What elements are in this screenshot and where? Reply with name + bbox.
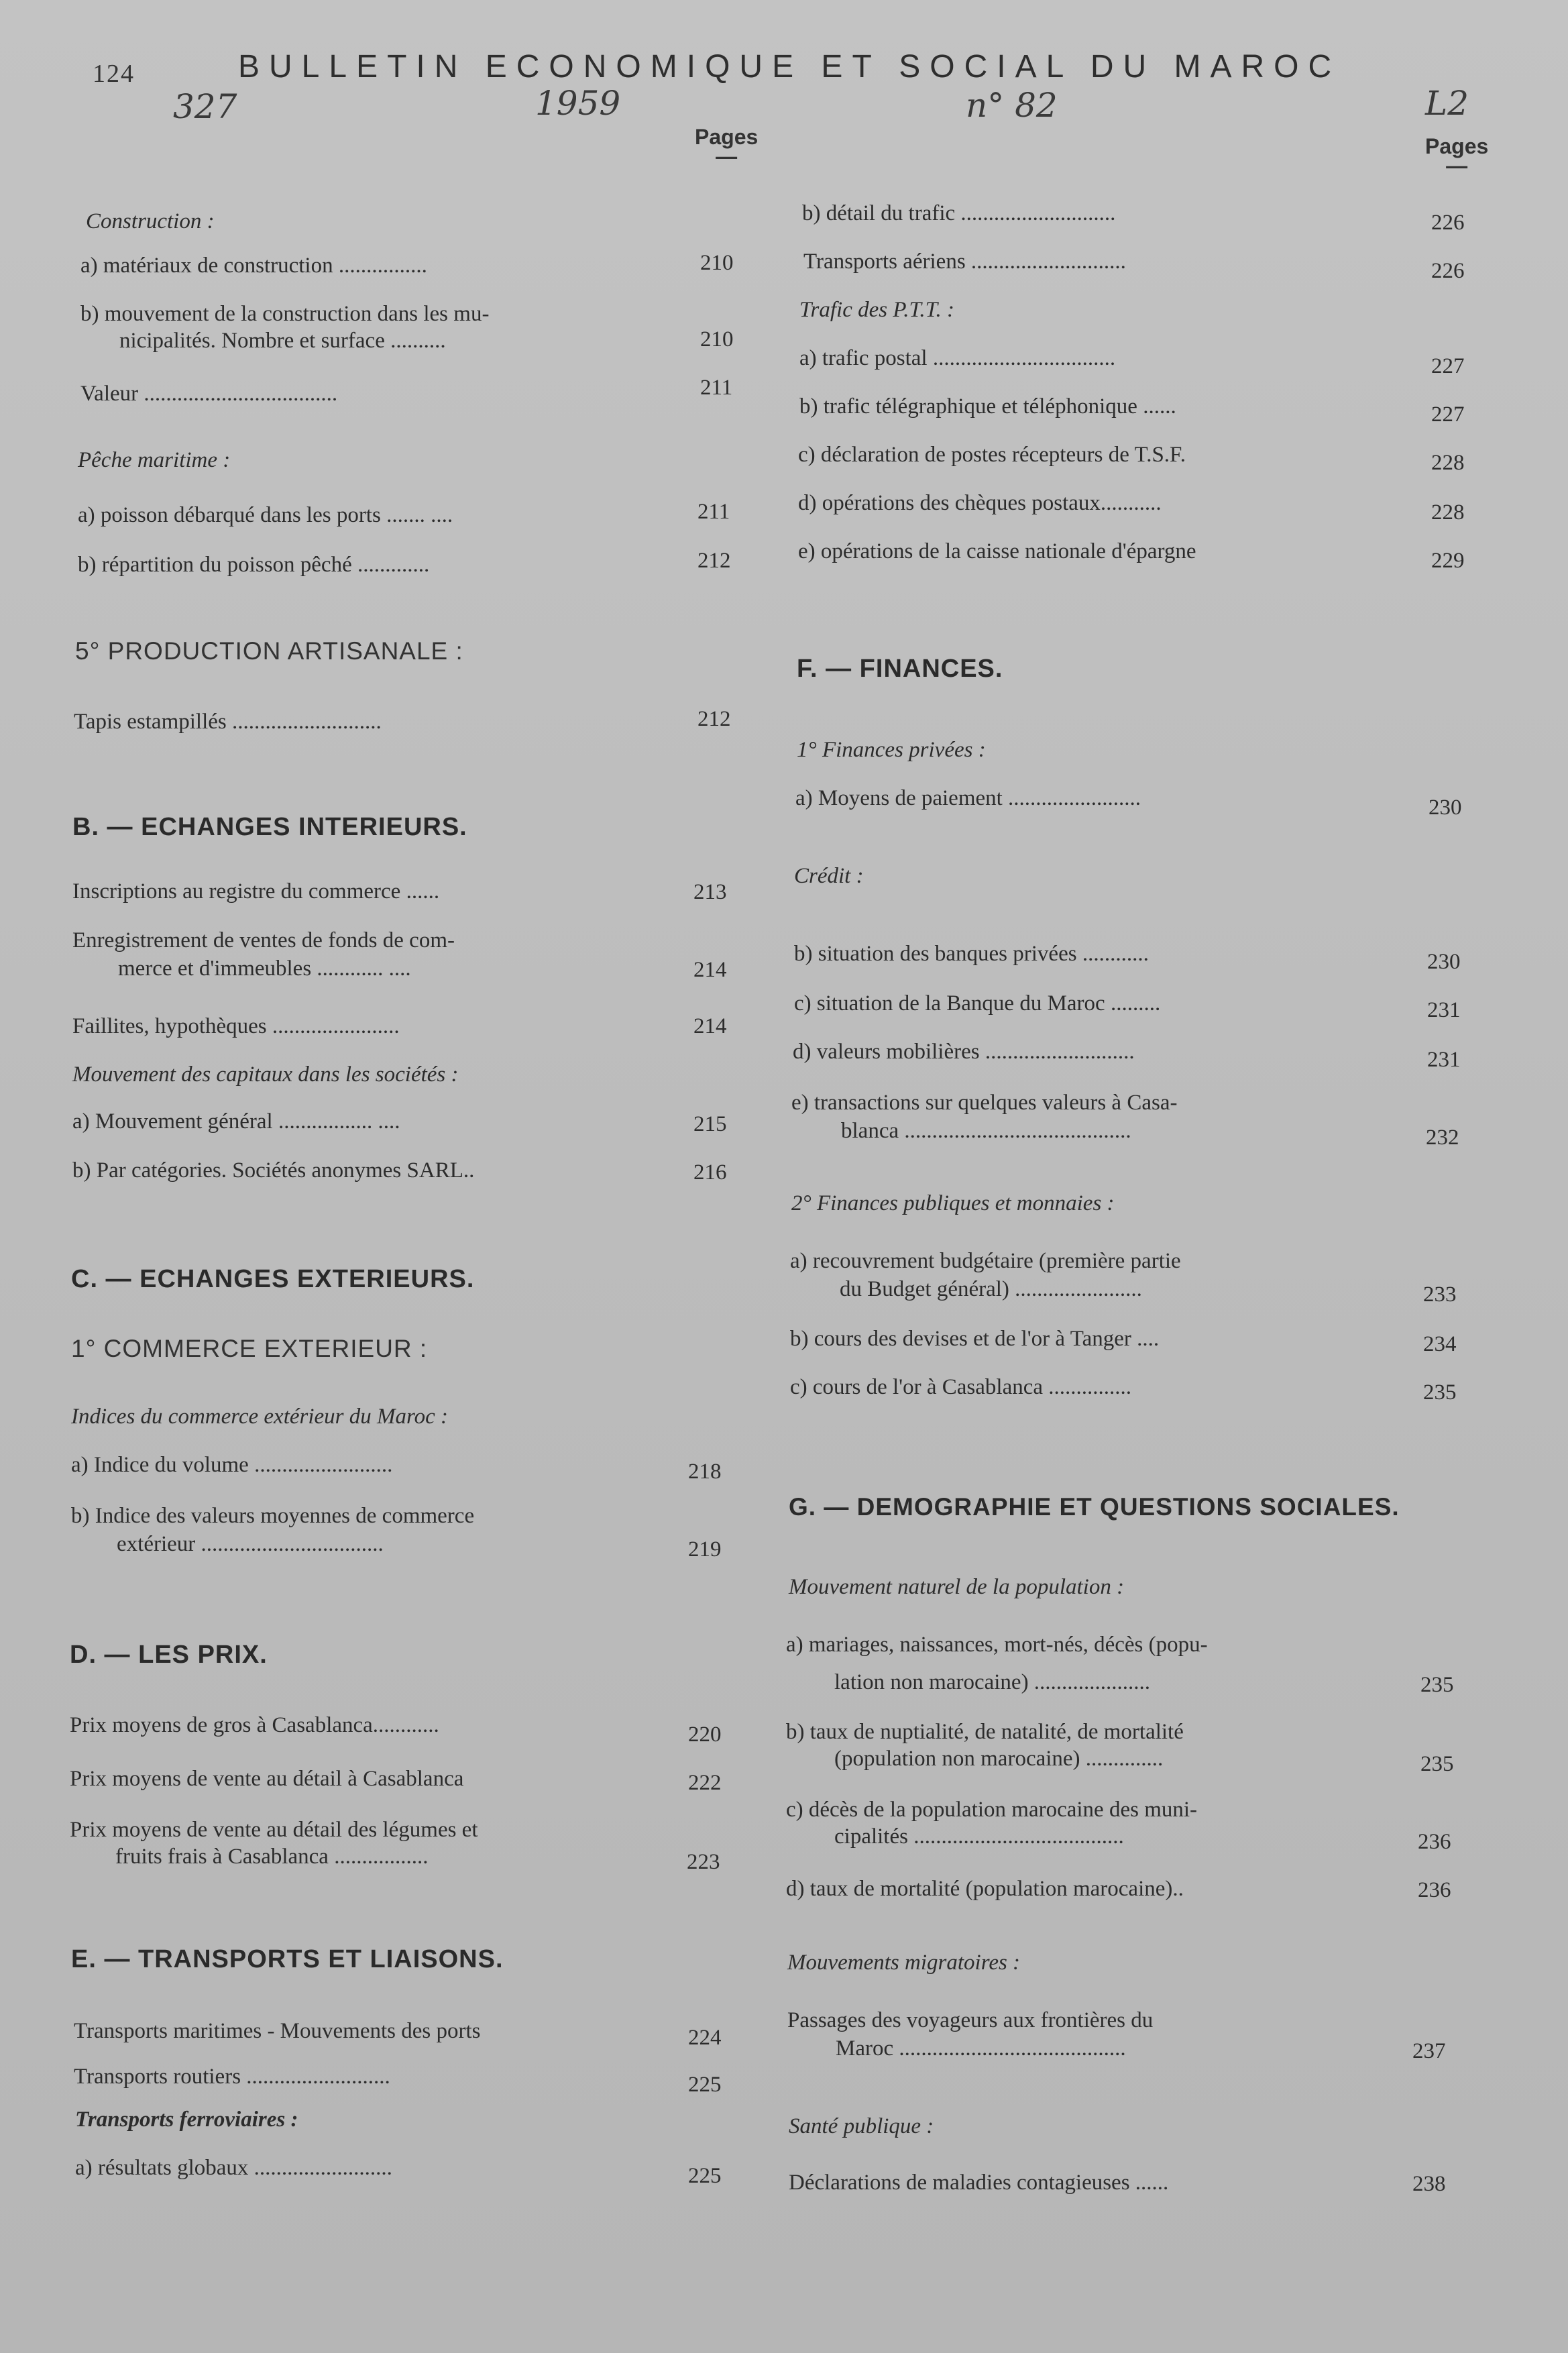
handwritten-note-3: n° 82 bbox=[966, 86, 1058, 125]
entry-text: b) cours des devises et de l'or à Tanger .... bbox=[790, 1327, 1160, 1351]
page-ref: 215 bbox=[693, 1112, 727, 1136]
entry-text: Prix moyens de vente au détail à Casablanca bbox=[70, 1767, 464, 1791]
section-d: D. — LES PRIX. bbox=[70, 1641, 268, 1669]
page-ref: 236 bbox=[1418, 1878, 1451, 1902]
page-ref: 225 bbox=[688, 2164, 722, 2188]
toc-entry bbox=[74, 707, 382, 736]
heading-ferroviaires: Transports ferroviaires : bbox=[75, 2108, 298, 2132]
heading-finances-privees: 1° Finances privées : bbox=[797, 738, 986, 762]
entry-text: Passages des voyageurs aux frontières du bbox=[787, 2008, 1154, 2032]
page-ref: 233 bbox=[1423, 1282, 1457, 1307]
handwritten-note-1: 327 bbox=[173, 87, 237, 126]
toc-entry bbox=[790, 1324, 1159, 1354]
page-ref: 219 bbox=[688, 1537, 722, 1562]
running-title: BULLETIN ECONOMIQUE ET SOCIAL DU MAROC bbox=[238, 49, 1341, 85]
toc-entry bbox=[789, 2168, 1168, 2197]
entry-text: nicipalités. Nombre et surface .......... bbox=[119, 329, 446, 353]
entry-text: blanca ......................................... bbox=[841, 1119, 1131, 1143]
toc-entry bbox=[72, 926, 455, 955]
entry-text: Transports routiers .......................... bbox=[74, 2065, 390, 2089]
toc-entry bbox=[787, 2006, 1153, 2035]
handwritten-note-2: 1959 bbox=[535, 84, 621, 123]
toc-entry bbox=[78, 550, 429, 580]
entry-text: Valeur ................................... bbox=[80, 382, 338, 406]
toc-entry bbox=[78, 500, 453, 530]
entry-text: a) matériaux de construction ................ bbox=[80, 254, 427, 278]
page-ref: 218 bbox=[688, 1460, 722, 1484]
toc-entry bbox=[790, 1246, 1181, 1276]
toc-entry bbox=[798, 440, 1186, 470]
toc-entry bbox=[786, 1795, 1197, 1824]
entry-text: lation non marocaine) ..................... bbox=[834, 1670, 1151, 1694]
pages-dash: — bbox=[716, 144, 738, 168]
toc-entry bbox=[80, 251, 427, 280]
heading-migratoires: Mouvements migratoires : bbox=[787, 1951, 1021, 1975]
toc-entry bbox=[72, 877, 439, 906]
entry-text: a) recouvrement budgétaire (première partie bbox=[790, 1249, 1181, 1273]
toc-entry bbox=[791, 1088, 1177, 1117]
entry-text: e) transactions sur quelques valeurs à Casa- bbox=[791, 1091, 1178, 1115]
page-ref: 230 bbox=[1429, 796, 1462, 820]
entry-text: Inscriptions au registre du commerce ...... bbox=[72, 879, 440, 904]
entry-text: fruits frais à Casablanca ................. bbox=[115, 1845, 429, 1869]
page-ref: 227 bbox=[1431, 354, 1465, 378]
entry-text: a) Mouvement général ................. .... bbox=[72, 1109, 400, 1134]
page-ref: 235 bbox=[1420, 1752, 1454, 1776]
heading-peche: Pêche maritime : bbox=[78, 448, 231, 472]
toc-entry-cont bbox=[119, 326, 446, 355]
entry-text: e) opérations de la caisse nationale d'épargne bbox=[798, 539, 1196, 563]
toc-entry-cont bbox=[834, 1667, 1150, 1697]
page-ref: 237 bbox=[1412, 2039, 1446, 2063]
heading-construction: Construction : bbox=[86, 209, 215, 233]
entry-text: c) cours de l'or à Casablanca ............... bbox=[790, 1375, 1132, 1399]
entry-text: du Budget général) ....................... bbox=[840, 1277, 1142, 1301]
page-ref: 231 bbox=[1427, 998, 1461, 1022]
heading-capitaux: Mouvement des capitaux dans les sociétés : bbox=[72, 1062, 459, 1087]
toc-entry bbox=[80, 379, 337, 408]
page-ref: 226 bbox=[1431, 211, 1465, 235]
section-f: F. — FINANCES. bbox=[797, 655, 1003, 683]
pages-dash: — bbox=[1446, 154, 1468, 178]
entry-text: b) détail du trafic ............................ bbox=[802, 201, 1116, 225]
page-ref: 227 bbox=[1431, 402, 1465, 427]
entry-text: c) décès de la population marocaine des muni- bbox=[786, 1798, 1198, 1822]
toc-entry bbox=[794, 939, 1149, 969]
entry-text: Faillites, hypothèques ....................... bbox=[72, 1014, 400, 1038]
toc-entry bbox=[786, 1717, 1184, 1747]
heading-indices: Indices du commerce extérieur du Maroc : bbox=[71, 1405, 449, 1429]
pages-label: Pages bbox=[695, 125, 759, 149]
page-ref: 231 bbox=[1427, 1048, 1461, 1072]
page-ref: 213 bbox=[693, 880, 727, 904]
section-c: C. — ECHANGES EXTERIEURS. bbox=[71, 1265, 475, 1293]
entry-text: c) situation de la Banque du Maroc ......... bbox=[794, 991, 1161, 1016]
entry-text: b) répartition du poisson pêché ............. bbox=[78, 553, 430, 577]
toc-entry bbox=[803, 247, 1126, 276]
toc-entry bbox=[794, 989, 1160, 1018]
toc-entry bbox=[799, 343, 1115, 373]
page-ref: 232 bbox=[1426, 1126, 1459, 1150]
entry-text: b) taux de nuptialité, de natalité, de mortalité bbox=[786, 1720, 1184, 1744]
toc-entry-cont bbox=[834, 1744, 1163, 1773]
entry-text: a) mariages, naissances, mort-nés, décès (popu- bbox=[786, 1633, 1208, 1657]
entry-text: b) Indice des valeurs moyennes de commerce bbox=[71, 1504, 475, 1528]
entry-text: Maroc ......................................... bbox=[836, 2036, 1126, 2061]
entry-text: Déclarations de maladies contagieuses ...... bbox=[789, 2171, 1169, 2195]
toc-entry bbox=[802, 199, 1115, 228]
entry-text: Enregistrement de ventes de fonds de com- bbox=[72, 928, 455, 952]
entry-text: a) trafic postal ................................. bbox=[799, 346, 1116, 370]
entry-text: merce et d'immeubles ............ .... bbox=[118, 956, 411, 981]
page-ref: 211 bbox=[697, 500, 730, 524]
page-number: 124 bbox=[93, 60, 135, 88]
toc-entry bbox=[75, 2153, 392, 2183]
page-ref: 223 bbox=[687, 1850, 720, 1874]
entry-text: b) mouvement de la construction dans les mu- bbox=[80, 302, 490, 326]
toc-entry-cont bbox=[834, 1822, 1124, 1851]
page-ref: 212 bbox=[697, 707, 731, 731]
handwritten-note-4: L2 bbox=[1425, 84, 1469, 123]
heading-ptt: Trafic des P.T.T. : bbox=[799, 298, 955, 322]
section-production-artisanale: 5° PRODUCTION ARTISANALE : bbox=[75, 637, 463, 665]
entry-text: extérieur ................................. bbox=[117, 1532, 384, 1556]
toc-entry bbox=[74, 2062, 390, 2091]
page-ref: 236 bbox=[1418, 1830, 1451, 1854]
page-ref: 228 bbox=[1431, 500, 1465, 525]
page-ref: 229 bbox=[1431, 549, 1465, 573]
pages-header-left bbox=[695, 125, 759, 168]
pages-label: Pages bbox=[1425, 134, 1489, 158]
entry-text: b) situation des banques privées ............ bbox=[794, 942, 1149, 966]
toc-entry bbox=[790, 1372, 1131, 1402]
entry-text: c) déclaration de postes récepteurs de T.S.F. bbox=[798, 443, 1186, 467]
page-ref: 230 bbox=[1427, 950, 1461, 974]
page-ref: 210 bbox=[700, 327, 734, 351]
toc-entry bbox=[70, 1815, 478, 1845]
toc-entry bbox=[70, 1764, 463, 1794]
page-ref: 228 bbox=[1431, 451, 1465, 475]
page-ref: 222 bbox=[688, 1771, 722, 1795]
heading-sante: Santé publique : bbox=[789, 2114, 934, 2138]
entry-text: Prix moyens de gros à Casablanca............ bbox=[70, 1713, 439, 1737]
toc-entry bbox=[71, 1501, 474, 1531]
section-b: B. — ECHANGES INTERIEURS. bbox=[72, 813, 467, 841]
entry-text: Transports aériens ............................ bbox=[803, 250, 1126, 274]
toc-entry-cont bbox=[841, 1116, 1131, 1146]
page-ref: 235 bbox=[1420, 1673, 1454, 1697]
page-ref: 210 bbox=[700, 251, 734, 275]
toc-entry bbox=[72, 1156, 474, 1185]
toc-entry bbox=[74, 2016, 481, 2046]
page-ref: 235 bbox=[1423, 1380, 1457, 1405]
entry-text: b) Par catégories. Sociétés anonymes SARL.. bbox=[72, 1158, 475, 1183]
subsection-commerce-exterieur: 1° COMMERCE EXTERIEUR : bbox=[71, 1335, 428, 1362]
page-ref: 226 bbox=[1431, 259, 1465, 283]
page-ref: 212 bbox=[697, 549, 731, 573]
entry-text: d) opérations des chèques postaux........... bbox=[798, 491, 1162, 515]
toc-entry-cont bbox=[115, 1842, 428, 1871]
page-ref: 234 bbox=[1423, 1332, 1457, 1356]
page-ref: 225 bbox=[688, 2073, 722, 2097]
entry-text: a) Indice du volume ......................... bbox=[71, 1453, 393, 1477]
toc-entry-cont bbox=[840, 1274, 1142, 1304]
heading-credit: Crédit : bbox=[794, 864, 864, 888]
toc-entry bbox=[798, 537, 1196, 566]
entry-text: d) valeurs mobilières ........................... bbox=[793, 1040, 1135, 1064]
toc-entry bbox=[80, 299, 489, 329]
heading-finances-publiques: 2° Finances publiques et monnaies : bbox=[791, 1191, 1115, 1215]
page-ref: 214 bbox=[693, 958, 727, 982]
page-ref: 211 bbox=[700, 376, 733, 400]
page-ref: 224 bbox=[688, 2026, 722, 2050]
entry-text: d) taux de mortalité (population marocaine).. bbox=[786, 1877, 1184, 1901]
entry-text: a) résultats globaux ......................... bbox=[75, 2156, 392, 2180]
toc-entry bbox=[786, 1630, 1208, 1659]
toc-entry bbox=[72, 1107, 400, 1136]
toc-entry bbox=[793, 1037, 1135, 1066]
entry-text: cipalités ...................................... bbox=[834, 1824, 1124, 1849]
entry-text: a) poisson débarqué dans les ports ....... .... bbox=[78, 503, 453, 527]
entry-text: Tapis estampillés ........................... bbox=[74, 710, 382, 734]
toc-entry bbox=[71, 1450, 392, 1480]
toc-entry bbox=[795, 783, 1141, 813]
heading-mouvement-naturel: Mouvement naturel de la population : bbox=[789, 1575, 1125, 1599]
toc-entry bbox=[799, 392, 1176, 421]
toc-entry-cont bbox=[836, 2034, 1126, 2063]
entry-text: Prix moyens de vente au détail des légumes et bbox=[70, 1818, 478, 1842]
entry-text: (population non marocaine) .............. bbox=[834, 1747, 1164, 1771]
section-e: E. — TRANSPORTS ET LIAISONS. bbox=[71, 1945, 504, 1973]
toc-entry bbox=[70, 1710, 439, 1740]
toc-entry bbox=[72, 1011, 400, 1041]
page-ref: 220 bbox=[688, 1722, 722, 1747]
pages-header-right bbox=[1425, 134, 1489, 178]
page-ref: 216 bbox=[693, 1160, 727, 1185]
section-g: G. — DEMOGRAPHIE ET QUESTIONS SOCIALES. bbox=[789, 1493, 1400, 1521]
toc-entry bbox=[786, 1874, 1184, 1904]
page-ref: 238 bbox=[1412, 2172, 1446, 2196]
toc-entry-cont bbox=[118, 954, 411, 983]
page-ref: 214 bbox=[693, 1014, 727, 1038]
entry-text: b) trafic télégraphique et téléphonique ...... bbox=[799, 394, 1176, 419]
entry-text: a) Moyens de paiement ........................ bbox=[795, 786, 1141, 810]
toc-entry-cont bbox=[117, 1529, 384, 1559]
entry-text: Transports maritimes - Mouvements des ports bbox=[74, 2019, 481, 2043]
toc-entry bbox=[798, 488, 1162, 518]
